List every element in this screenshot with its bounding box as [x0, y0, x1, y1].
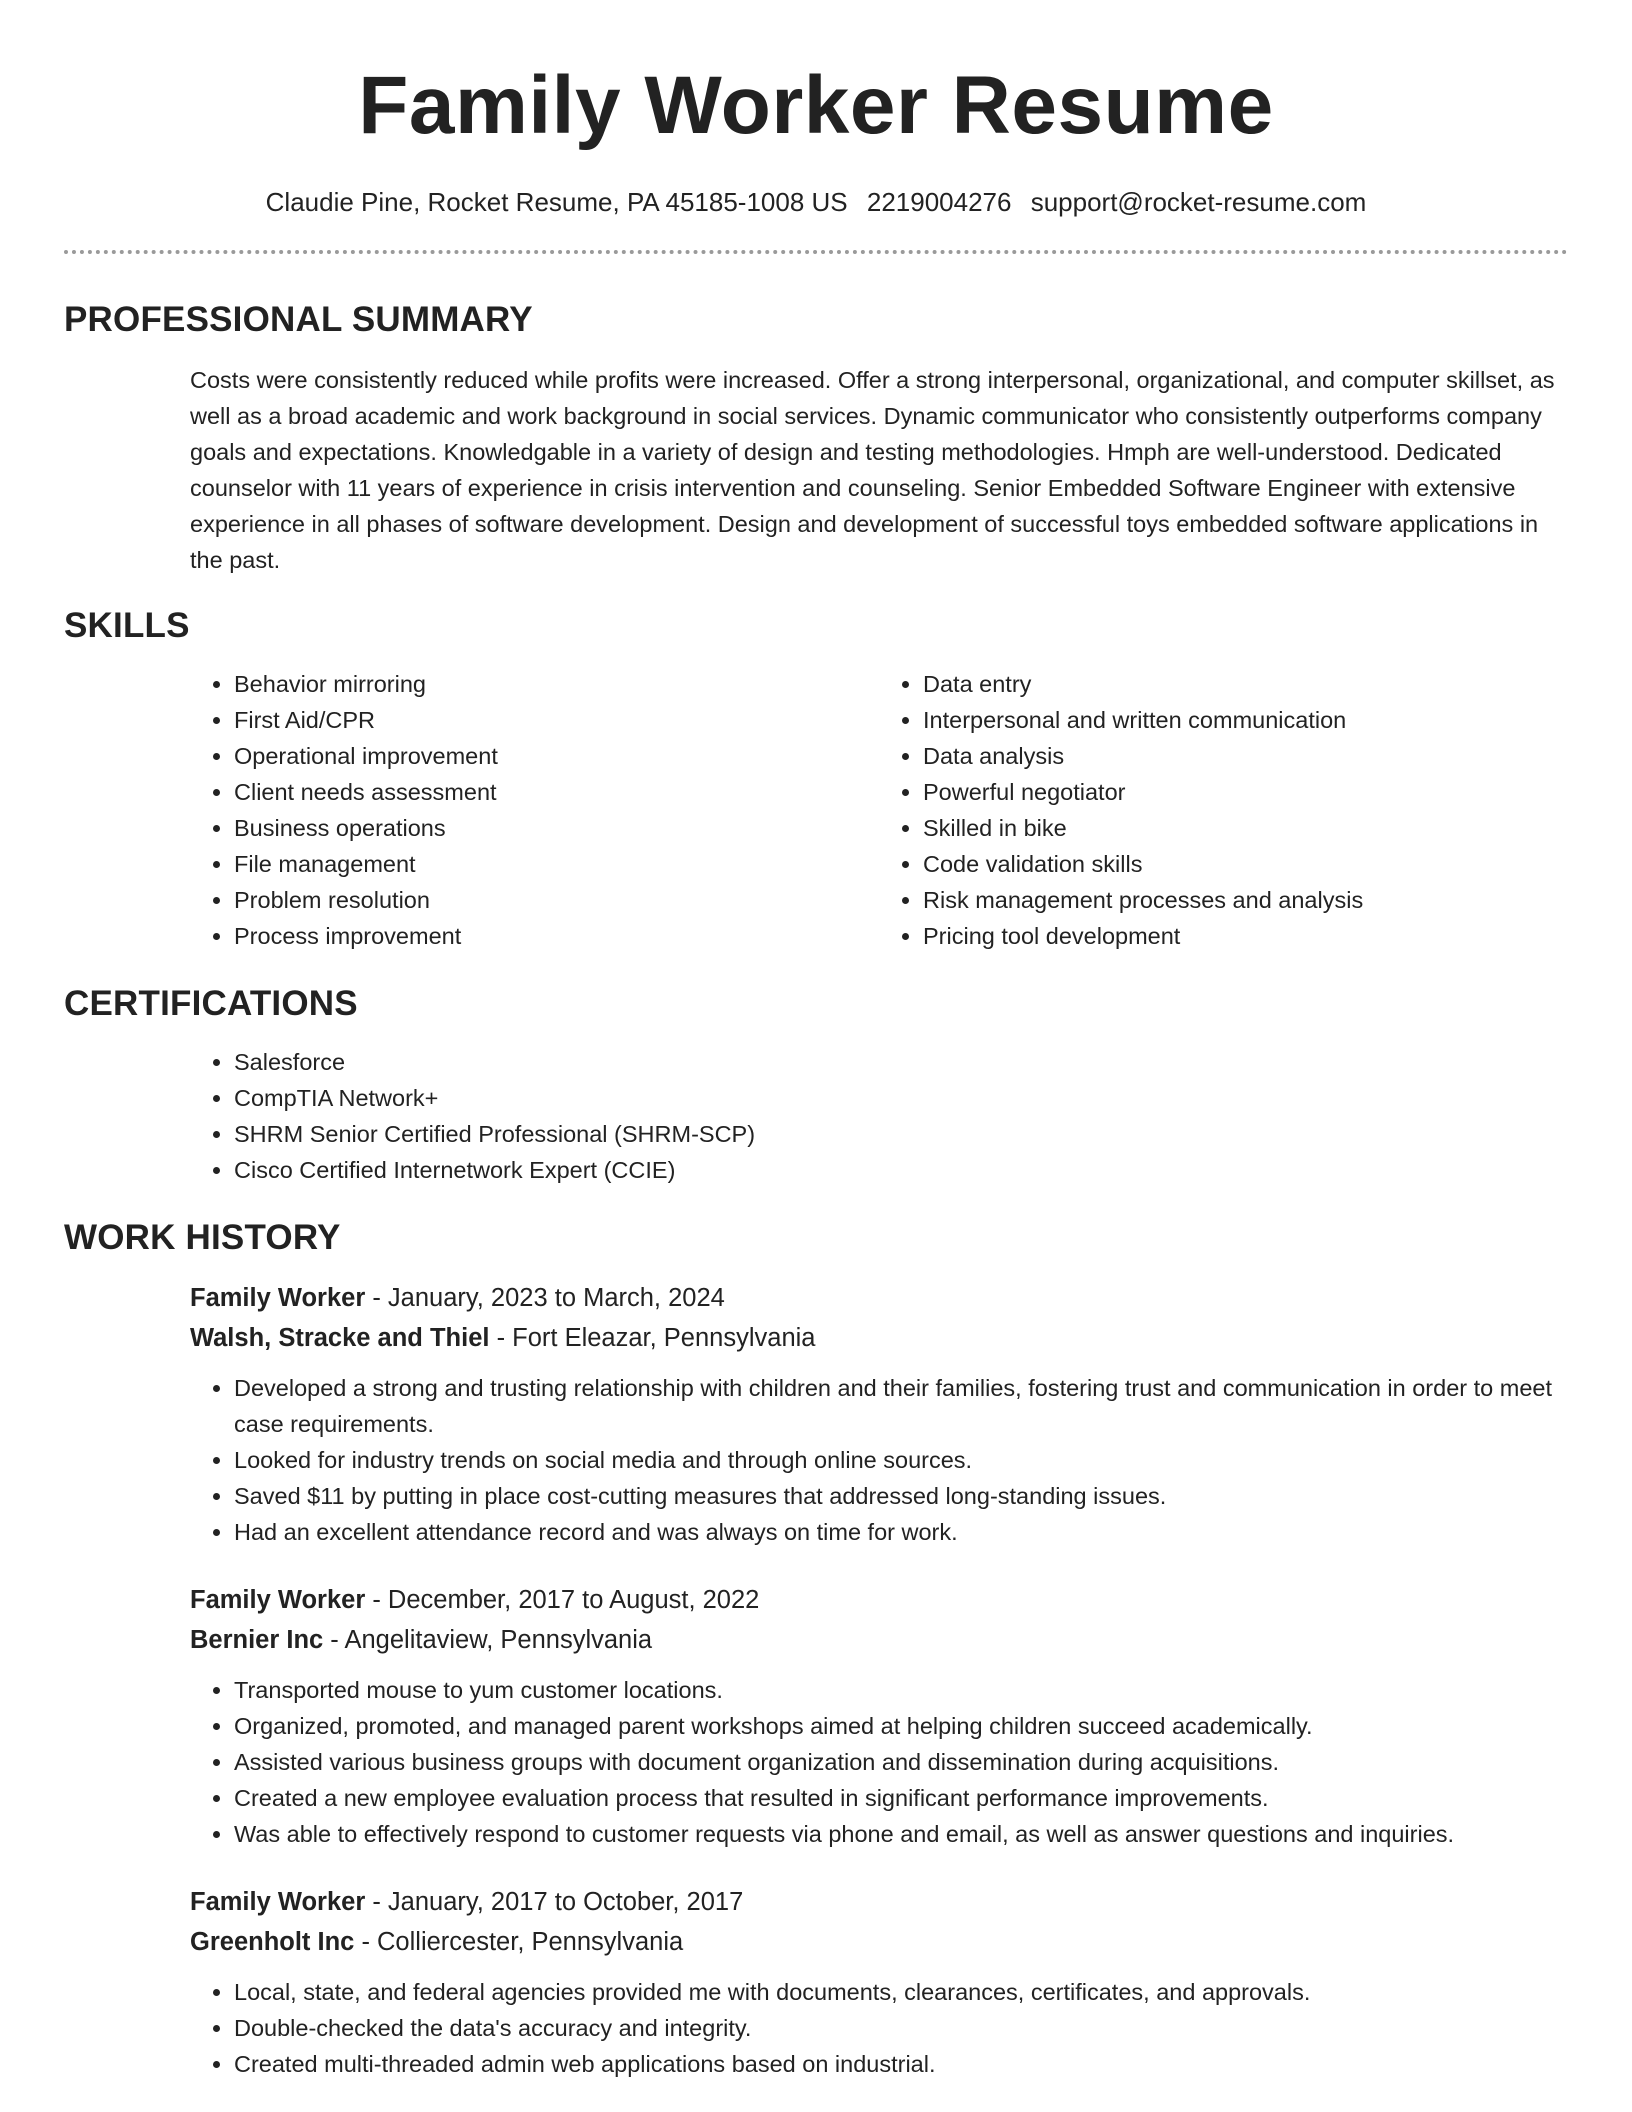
skills-column-right: [879, 666, 1568, 954]
list-item: • Organized, promoted, and managed parent workshops aimed at helping children succeed academically.: [234, 1708, 1568, 1744]
certifications-heading: CERTIFICATIONS: [64, 984, 358, 1023]
job-location: - Angelitaview, Pennsylvania: [323, 1626, 653, 1654]
job-dates: - January, 2017 to October, 2017: [365, 1888, 744, 1916]
job-company: Walsh, Stracke and Thiel: [190, 1324, 490, 1352]
job-company: Greenholt Inc: [190, 1928, 355, 1956]
job-duties: [190, 1974, 1568, 2082]
job-location: - Colliercester, Pennsylvania: [354, 1928, 684, 1956]
list-item: • Salesforce: [234, 1044, 1568, 1080]
job-title: Family Worker: [190, 1888, 366, 1916]
job-title-line: [190, 1580, 1568, 1620]
contact-line: [64, 184, 1568, 220]
work-history-heading: WORK HISTORY: [64, 1218, 341, 1257]
list-item: • Code validation skills: [923, 846, 1568, 882]
job-company-line: [190, 1922, 1568, 1962]
list-item: • Business operations: [234, 810, 879, 846]
list-item: • Developed a strong and trusting relationship with children and their families, fostering trust and communication in order to meet case requirements.: [234, 1370, 1568, 1442]
list-item: • Transported mouse to yum customer locations.: [234, 1672, 1568, 1708]
list-item: • CompTIA Network+: [234, 1080, 1568, 1116]
job-duties: [190, 1370, 1568, 1550]
skills-heading: SKILLS: [64, 606, 190, 645]
list-item: • Client needs assessment: [234, 774, 879, 810]
list-item: • Problem resolution: [234, 882, 879, 918]
list-item: • Assisted various business groups with document organization and dissemination during acquisitions.: [234, 1744, 1568, 1780]
contact-address: Claudie Pine, Rocket Resume, PA 45185-1008 US: [265, 187, 848, 217]
job-dates: - December, 2017 to August, 2022: [365, 1586, 760, 1614]
contact-phone: 2219004276: [866, 187, 1012, 217]
job-title: Family Worker: [190, 1586, 366, 1614]
job-title-line: [190, 1278, 1568, 1318]
list-item: • Process improvement: [234, 918, 879, 954]
job-company: Bernier Inc: [190, 1626, 324, 1654]
job-location: - Fort Eleazar, Pennsylvania: [489, 1324, 816, 1352]
job-entry: [190, 1278, 1568, 1550]
list-item: • Created a new employee evaluation process that resulted in significant performance improvements.: [234, 1780, 1568, 1816]
list-item: • Double-checked the data's accuracy and integrity.: [234, 2010, 1568, 2046]
list-item: • First Aid/CPR: [234, 702, 879, 738]
job-dates: - January, 2023 to March, 2024: [365, 1284, 725, 1312]
list-item: • Data entry: [923, 666, 1568, 702]
skills-list: [190, 666, 1568, 954]
list-item: • Powerful negotiator: [923, 774, 1568, 810]
list-item: • Pricing tool development: [923, 918, 1568, 954]
list-item: • Looked for industry trends on social media and through online sources.: [234, 1442, 1568, 1478]
header-divider: [64, 250, 1568, 254]
list-item: • Skilled in bike: [923, 810, 1568, 846]
skills-column-left: [190, 666, 879, 954]
job-entry: [190, 1882, 1568, 2082]
job-duties: [190, 1672, 1568, 1852]
list-item: • Had an excellent attendance record and was always on time for work.: [234, 1514, 1568, 1550]
job-company-line: [190, 1620, 1568, 1660]
list-item: • Interpersonal and written communication: [923, 702, 1568, 738]
list-item: • File management: [234, 846, 879, 882]
summary-text: Costs were consistently reduced while profits were increased. Offer a strong interpersonal, organizational, and computer skillset, as well as a broad academic and work background in social services. Dynamic communicator who consistently outperforms company goals and expectations. Knowledgable in a variety of design and testing methodologies. Hmph are well-understood. Dedicated counselor with 11 years of experience in crisis intervention and counseling. Senior Embedded Software Engineer with extensive experience in all phases of software development. Design and development of successful toys embedded software applications in the past.: [190, 367, 1555, 573]
list-item: • Saved $11 by putting in place cost-cutting measures that addressed long-standing issues.: [234, 1478, 1568, 1514]
list-item: • Cisco Certified Internetwork Expert (CCIE): [234, 1152, 1568, 1188]
list-item: • Data analysis: [923, 738, 1568, 774]
summary-heading: PROFESSIONAL SUMMARY: [64, 300, 533, 339]
resume-page: [64, 0, 1568, 2082]
certifications-list: [190, 1044, 1568, 1188]
job-title: Family Worker: [190, 1284, 366, 1312]
contact-email: support@rocket-resume.com: [1030, 187, 1367, 217]
list-item: • SHRM Senior Certified Professional (SHRM-SCP): [234, 1116, 1568, 1152]
list-item: • Was able to effectively respond to customer requests via phone and email, as well as answer questions and inquiries.: [234, 1816, 1568, 1852]
list-item: • Risk management processes and analysis: [923, 882, 1568, 918]
resume-title: Family Worker Resume: [358, 60, 1274, 151]
list-item: • Operational improvement: [234, 738, 879, 774]
job-title-line: [190, 1882, 1568, 1922]
list-item: • Created multi-threaded admin web applications based on industrial.: [234, 2046, 1568, 2082]
list-item: • Local, state, and federal agencies provided me with documents, clearances, certificates, and approvals.: [234, 1974, 1568, 2010]
job-entry: [190, 1580, 1568, 1852]
list-item: • Behavior mirroring: [234, 666, 879, 702]
job-company-line: [190, 1318, 1568, 1358]
